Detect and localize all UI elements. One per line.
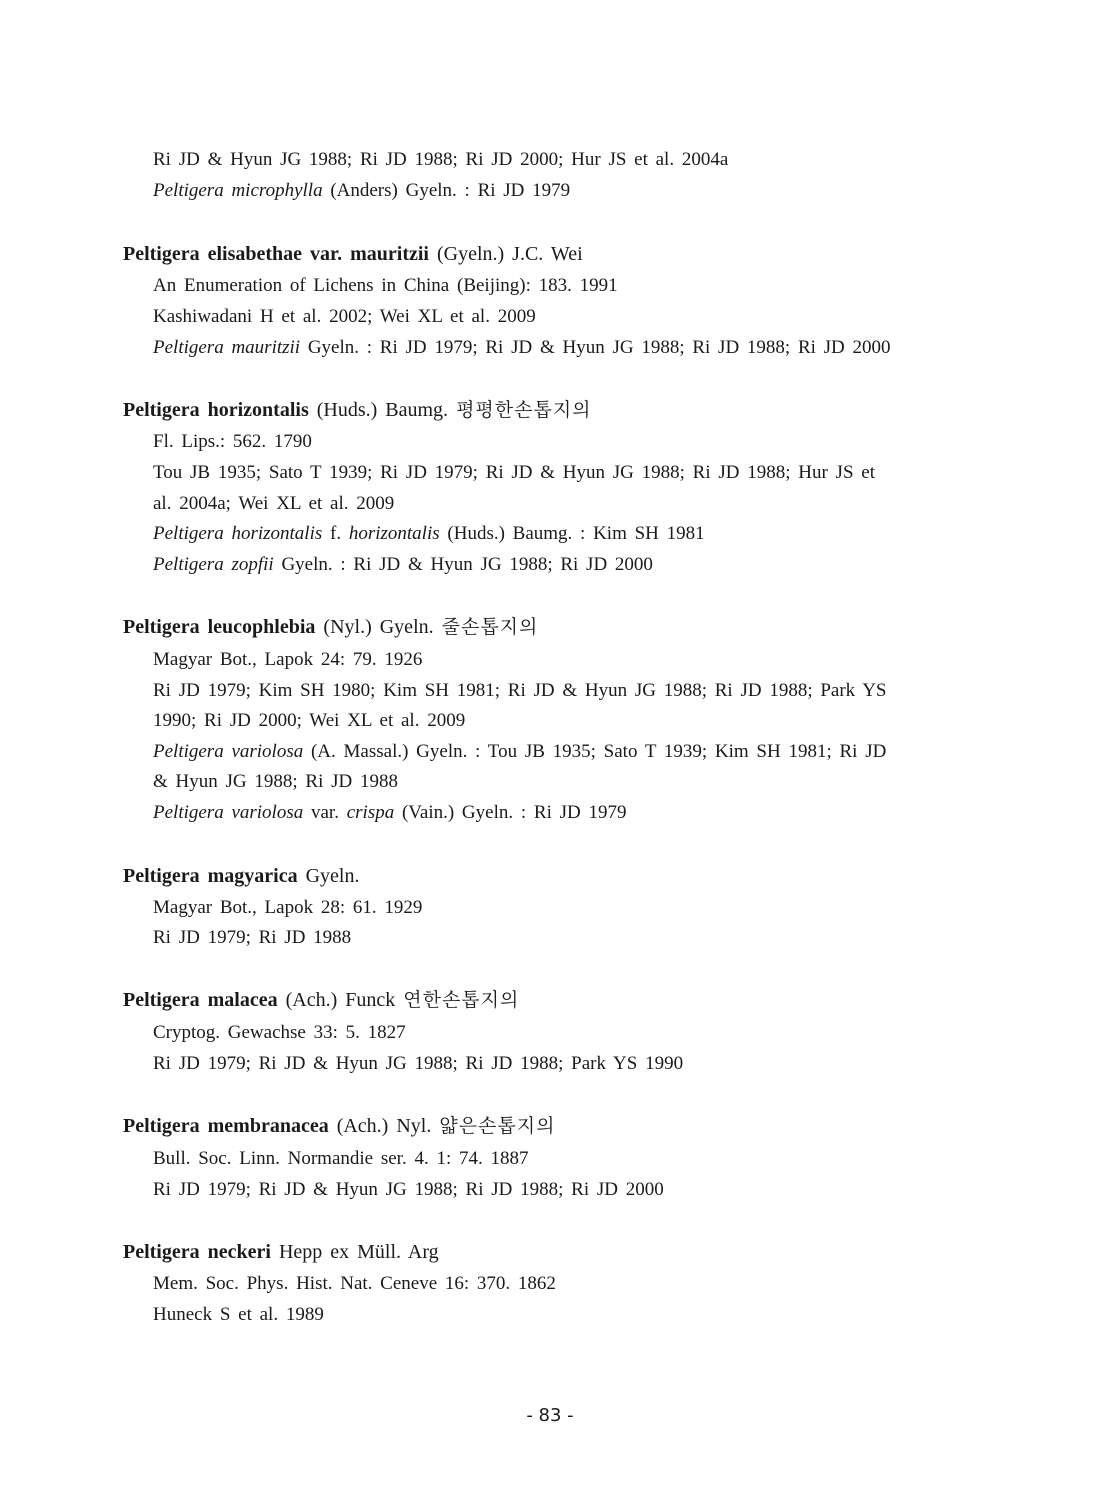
korean-name: 줄손톱지의 xyxy=(441,616,539,638)
continued-synonym xyxy=(153,179,570,203)
species-author: (Nyl.) Gyeln. xyxy=(315,616,442,638)
species-name: Peltigera horizontalis xyxy=(123,399,309,421)
korean-name: 평평한손톱지의 xyxy=(456,399,592,421)
species-name: Peltigera neckeri xyxy=(123,1241,271,1263)
references: Ri JD 1979; Ri JD & Hyun JG 1988; Ri JD 1988; Ri JD 2000 xyxy=(153,1179,664,1200)
synonym-line xyxy=(153,553,653,577)
species-name: Peltigera leucophlebia xyxy=(123,616,316,638)
references: Ri JD 1979; Kim SH 1980; Kim SH 1981; Ri JD & Hyun JG 1988; Ri JD 1988; Park YS xyxy=(153,680,887,701)
species-heading xyxy=(123,615,538,639)
species-heading xyxy=(123,1114,555,1138)
synonym-line xyxy=(153,801,626,825)
references: Ri JD 1979; Ri JD 1988 xyxy=(153,927,352,948)
species-heading xyxy=(123,1240,439,1264)
synonym-part: (Huds.) Baumg. : Kim SH 1981 xyxy=(439,523,705,544)
species-author: (Gyeln.) J.C. Wei xyxy=(428,243,583,265)
species-heading xyxy=(123,398,592,422)
species-name: Peltigera magyarica xyxy=(123,865,298,887)
references: 1990; Ri JD 2000; Wei XL et al. 2009 xyxy=(153,710,466,731)
species-author: (Ach.) Funck xyxy=(277,989,404,1011)
synonym-part: f. xyxy=(322,523,349,544)
synonym-part: horizontalis xyxy=(348,523,440,544)
publication: Cryptog. Gewachse 33: 5. 1827 xyxy=(153,1022,406,1043)
publication: Mem. Soc. Phys. Hist. Nat. Ceneve 16: 370. 1862 xyxy=(153,1273,556,1294)
synonym-line xyxy=(153,336,891,360)
page-number: - 83 - xyxy=(526,1405,574,1426)
synonym-line xyxy=(153,740,886,764)
synonym-part: crispa xyxy=(346,802,395,823)
species-heading xyxy=(123,988,519,1012)
synonym-part: (Vain.) Gyeln. : Ri JD 1979 xyxy=(394,802,627,823)
species-author: (Ach.) Nyl. xyxy=(328,1115,440,1137)
references: Tou JB 1935; Sato T 1939; Ri JD 1979; Ri JD & Hyun JG 1988; Ri JD 1988; Hur JS et xyxy=(153,462,875,483)
synonym-part: var. xyxy=(303,802,347,823)
synonym-line xyxy=(153,522,705,546)
publication: Bull. Soc. Linn. Normandie ser. 4. 1: 74. 1887 xyxy=(153,1148,529,1169)
korean-name: 얇은손톱지의 xyxy=(439,1115,556,1137)
korean-name: 연한손톱지의 xyxy=(403,989,520,1011)
synonym-part: Gyeln. : Ri JD 1979; Ri JD & Hyun JG 1988; Ri JD 1988; Ri JD 2000 xyxy=(300,337,891,358)
synonym-part: Peltigera variolosa xyxy=(153,741,304,762)
species-author: Hepp ex Müll. Arg xyxy=(270,1241,439,1263)
synonym-part: Peltigera zopfii xyxy=(153,554,274,575)
continued-references: Ri JD & Hyun JG 1988; Ri JD 1988; Ri JD 2000; Hur JS et al. 2004a xyxy=(153,149,729,170)
species-heading xyxy=(123,242,583,266)
publication: Magyar Bot., Lapok 28: 61. 1929 xyxy=(153,897,423,918)
references: Kashiwadani H et al. 2002; Wei XL et al. 2009 xyxy=(153,306,536,327)
publication: An Enumeration of Lichens in China (Beijing): 183. 1991 xyxy=(153,275,618,296)
species-name: Peltigera elisabethae var. mauritzii xyxy=(123,243,429,265)
publication: Fl. Lips.: 562. 1790 xyxy=(153,431,312,452)
species-author: (Huds.) Baumg. xyxy=(308,399,457,421)
synonym-rest: (Anders) Gyeln. : Ri JD 1979 xyxy=(322,180,571,201)
synonym-name: Peltigera microphylla xyxy=(153,180,323,201)
species-heading xyxy=(123,864,359,888)
synonym-part: Peltigera mauritzii xyxy=(153,337,301,358)
references: Ri JD 1979; Ri JD & Hyun JG 1988; Ri JD 1988; Park YS 1990 xyxy=(153,1053,684,1074)
synonym-part: (A. Massal.) Gyeln. : Tou JB 1935; Sato T 1939; Kim SH 1981; Ri JD xyxy=(303,741,887,762)
publication: Magyar Bot., Lapok 24: 79. 1926 xyxy=(153,649,423,670)
synonym-part: Peltigera variolosa xyxy=(153,802,304,823)
species-name: Peltigera membranacea xyxy=(123,1115,329,1137)
references: al. 2004a; Wei XL et al. 2009 xyxy=(153,493,395,514)
synonym-part: Peltigera horizontalis xyxy=(153,523,323,544)
synonym-line xyxy=(153,770,398,794)
synonym-part: Gyeln. : Ri JD & Hyun JG 1988; Ri JD 2000 xyxy=(273,554,653,575)
species-author: Gyeln. xyxy=(297,865,360,887)
synonym-part: & Hyun JG 1988; Ri JD 1988 xyxy=(153,771,398,792)
species-name: Peltigera malacea xyxy=(123,989,278,1011)
references: Huneck S et al. 1989 xyxy=(153,1304,324,1325)
